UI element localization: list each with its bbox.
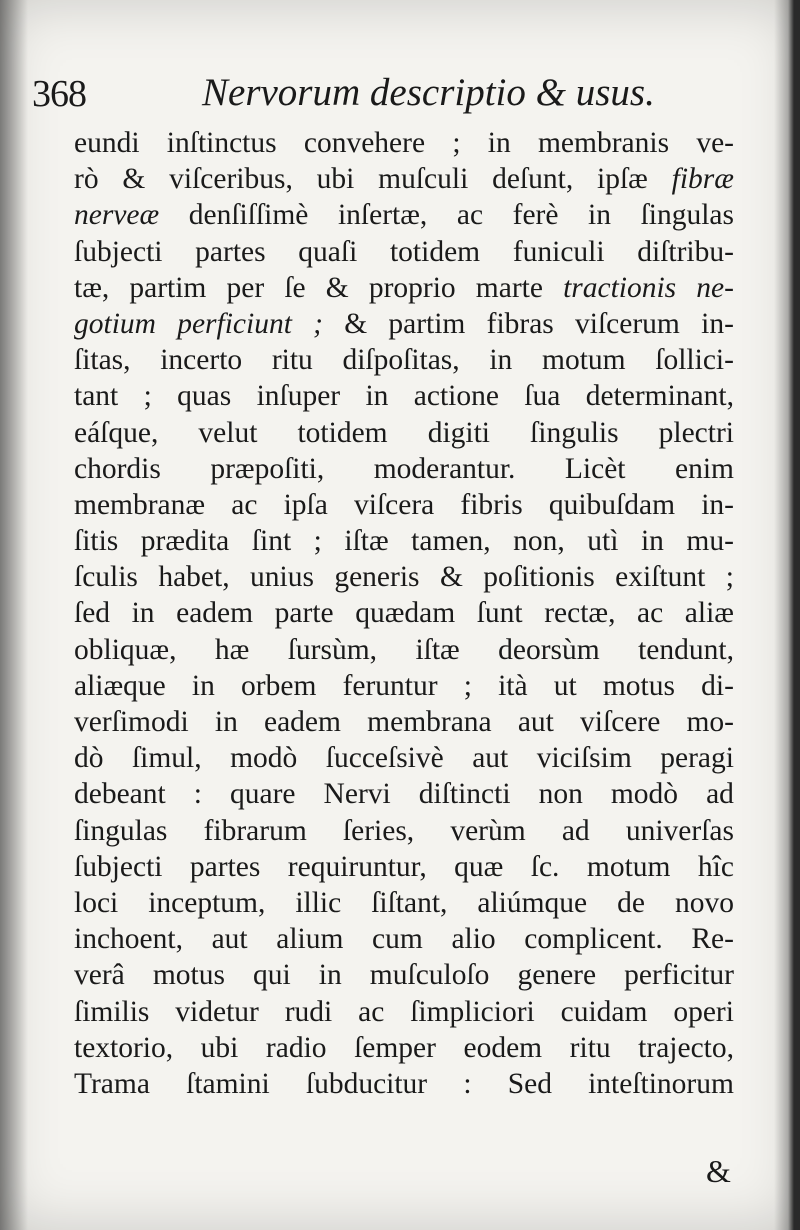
word: quaſi bbox=[298, 235, 358, 268]
word: aut bbox=[517, 706, 554, 738]
word: in- bbox=[701, 307, 734, 340]
word: ſursùm, bbox=[287, 633, 378, 666]
word: gotium bbox=[74, 307, 156, 340]
page-number: 368 bbox=[32, 73, 86, 115]
word: quibuſdam bbox=[548, 488, 676, 521]
word: modò bbox=[230, 742, 298, 775]
text-line bbox=[74, 885, 734, 921]
word: ſiſtant, bbox=[371, 886, 448, 919]
word: fibris bbox=[460, 488, 523, 521]
word: non, bbox=[513, 525, 565, 558]
word: ac bbox=[231, 488, 258, 521]
word: plectri bbox=[658, 416, 734, 449]
text-line bbox=[74, 125, 734, 161]
word: verùm bbox=[450, 814, 526, 847]
word: alium bbox=[276, 923, 344, 956]
word: ſculis bbox=[74, 561, 138, 594]
word: ipſæ bbox=[597, 163, 648, 196]
word: in bbox=[588, 199, 611, 232]
word: convehere bbox=[303, 127, 426, 159]
text-line bbox=[74, 957, 734, 993]
word: ; bbox=[725, 561, 734, 594]
word: aut bbox=[472, 742, 509, 775]
text-line bbox=[74, 1066, 734, 1102]
text-line bbox=[74, 197, 734, 233]
text-line bbox=[74, 306, 734, 342]
word: membranæ bbox=[74, 488, 206, 521]
page-header bbox=[32, 62, 672, 122]
word: enim bbox=[674, 452, 734, 485]
word: univerſas bbox=[625, 814, 734, 847]
word: in bbox=[487, 127, 511, 159]
word: alio bbox=[451, 923, 496, 956]
word: ac bbox=[637, 597, 664, 630]
word: deorsùm bbox=[498, 633, 600, 666]
word: motum bbox=[542, 344, 626, 377]
page-edge bbox=[774, 0, 800, 1230]
word: partim bbox=[388, 307, 466, 340]
word: ſubducitur bbox=[305, 1067, 428, 1100]
word: perficitur bbox=[624, 959, 734, 992]
word: tractionis bbox=[563, 271, 677, 304]
word: hîc bbox=[697, 850, 734, 883]
word: ; bbox=[463, 669, 472, 702]
word: quare bbox=[230, 778, 296, 811]
word: quædam bbox=[355, 597, 456, 630]
word: Nervi bbox=[323, 778, 391, 811]
word: loci bbox=[74, 886, 119, 919]
word: & bbox=[325, 271, 349, 304]
word: exiſtunt bbox=[615, 561, 706, 594]
word: operi bbox=[673, 995, 734, 1028]
text-line bbox=[74, 270, 734, 306]
word: ; bbox=[313, 307, 323, 340]
word: ad bbox=[561, 814, 590, 847]
word: ſed bbox=[74, 597, 111, 630]
word: diſtincti bbox=[418, 778, 511, 811]
word: ſingulas bbox=[640, 199, 734, 232]
word: ne- bbox=[696, 271, 734, 304]
word: poſitionis bbox=[483, 561, 595, 594]
text-line bbox=[74, 415, 734, 451]
word: viſcerum bbox=[575, 307, 680, 340]
word: proprio bbox=[368, 271, 456, 304]
word: totidem bbox=[389, 235, 481, 268]
body-text bbox=[74, 125, 734, 1102]
word: debeant bbox=[74, 778, 166, 811]
word: in bbox=[318, 959, 342, 992]
word: ſtamini bbox=[186, 1067, 270, 1100]
word: aliæ bbox=[684, 597, 734, 630]
word: motus bbox=[152, 959, 225, 992]
word: inteſtinorum bbox=[588, 1067, 734, 1100]
word: inceptum, bbox=[148, 886, 266, 919]
word: Sed bbox=[507, 1067, 552, 1100]
text-line bbox=[74, 161, 734, 197]
word: ſc. bbox=[530, 850, 560, 883]
word: velut bbox=[198, 416, 258, 449]
word: in bbox=[131, 597, 155, 630]
word: di- bbox=[701, 669, 734, 702]
word: qui bbox=[253, 959, 291, 992]
word: ubi bbox=[200, 1031, 239, 1064]
word: in bbox=[640, 525, 664, 558]
word: deſunt, bbox=[492, 163, 574, 196]
word: ritu bbox=[271, 344, 313, 377]
word: fibræ bbox=[671, 163, 734, 196]
word: ſingulas bbox=[74, 814, 168, 847]
word: inchoent, bbox=[74, 923, 183, 956]
text-line bbox=[74, 994, 734, 1030]
text-line bbox=[74, 921, 734, 957]
text-line bbox=[74, 595, 734, 631]
catchword: & bbox=[706, 1153, 731, 1189]
word: ; bbox=[143, 380, 152, 413]
word: & bbox=[344, 307, 368, 340]
word: obliquæ, bbox=[74, 633, 177, 666]
word: inſertæ, bbox=[337, 199, 428, 232]
text-line bbox=[74, 487, 734, 523]
word: feruntur bbox=[342, 669, 438, 702]
word: quas bbox=[177, 380, 232, 413]
word: generis bbox=[334, 561, 420, 594]
word: ſubjecti bbox=[74, 850, 163, 883]
word: verſimodi bbox=[74, 706, 189, 738]
word: parte bbox=[274, 597, 334, 630]
word: eadem bbox=[264, 706, 341, 738]
word: determinant, bbox=[585, 380, 734, 413]
word: viſcere bbox=[580, 706, 661, 738]
word: partes bbox=[195, 235, 266, 268]
word: habet, bbox=[158, 561, 230, 594]
word: ad bbox=[706, 778, 734, 811]
word: rò bbox=[74, 163, 99, 196]
word: membrana bbox=[367, 706, 492, 738]
word: ve- bbox=[696, 127, 734, 159]
word: Licèt bbox=[564, 452, 626, 485]
word: partes bbox=[189, 850, 261, 883]
word: eodem bbox=[463, 1031, 543, 1064]
word: muſculoſo bbox=[369, 959, 490, 992]
word: actione bbox=[413, 380, 499, 413]
word: prædita bbox=[140, 525, 230, 558]
word: requiruntur, bbox=[287, 850, 427, 883]
word: de bbox=[617, 886, 645, 919]
word: rudi bbox=[284, 995, 333, 1028]
word: inſuper bbox=[256, 380, 341, 413]
word: Trama bbox=[74, 1067, 150, 1100]
word: mo- bbox=[686, 706, 734, 738]
word: viſcera bbox=[354, 488, 435, 521]
word: modò bbox=[610, 778, 679, 811]
word: : bbox=[193, 778, 202, 811]
word: ſingulis bbox=[530, 416, 619, 449]
word: præpoſiti, bbox=[210, 452, 325, 485]
word: ac bbox=[456, 199, 484, 232]
word: aut bbox=[211, 923, 248, 956]
word: genere bbox=[517, 959, 597, 992]
word: ſe bbox=[284, 271, 306, 304]
word: & bbox=[122, 163, 146, 196]
word: ſubjecti bbox=[74, 235, 163, 268]
word: trajecto, bbox=[638, 1031, 734, 1064]
word: ritu bbox=[569, 1031, 611, 1064]
word: tant bbox=[74, 380, 119, 413]
word: motus bbox=[602, 669, 675, 702]
word: ubi bbox=[316, 163, 355, 196]
word: eadem bbox=[176, 597, 254, 630]
word: iſtæ bbox=[415, 633, 460, 666]
word: in bbox=[191, 669, 215, 702]
text-line bbox=[74, 451, 734, 487]
word: radio bbox=[265, 1031, 327, 1064]
word: dò bbox=[74, 742, 104, 775]
text-line bbox=[74, 740, 734, 776]
word: viciſsim bbox=[536, 742, 632, 775]
word: & bbox=[439, 561, 463, 594]
word: totidem bbox=[297, 416, 388, 449]
text-line bbox=[74, 1030, 734, 1066]
spine-shadow bbox=[0, 0, 28, 1230]
word: ſucceſsivè bbox=[325, 742, 444, 775]
word: in bbox=[214, 706, 238, 738]
word: : bbox=[463, 1067, 472, 1100]
word: membranis bbox=[537, 127, 670, 159]
word: muſculi bbox=[378, 163, 469, 196]
word: per bbox=[226, 271, 265, 304]
word: textorio, bbox=[74, 1031, 174, 1064]
word: in bbox=[489, 344, 513, 377]
text-line bbox=[74, 668, 734, 704]
word: peragi bbox=[660, 742, 734, 775]
word: perficiunt bbox=[177, 307, 292, 340]
text-line bbox=[74, 234, 734, 270]
word: ſollici- bbox=[655, 344, 734, 377]
word: mu- bbox=[686, 525, 734, 558]
word: eundi bbox=[74, 127, 140, 159]
word: funiculi bbox=[512, 235, 605, 268]
running-title: Nervorum descriptio & usus. bbox=[202, 71, 655, 114]
word: ſitas, bbox=[74, 344, 131, 377]
word: digiti bbox=[427, 416, 490, 449]
word: ità bbox=[498, 669, 528, 702]
word: marte bbox=[475, 271, 543, 304]
word: tendunt, bbox=[638, 633, 734, 666]
word: fibrarum bbox=[203, 814, 307, 847]
word: ac bbox=[358, 995, 385, 1028]
word: tæ, bbox=[74, 271, 110, 304]
word: viſceribus, bbox=[169, 163, 293, 196]
text-line bbox=[74, 704, 734, 740]
word: non bbox=[538, 778, 583, 811]
word: cum bbox=[372, 923, 423, 956]
word: incerto bbox=[160, 344, 243, 377]
word: nerveæ bbox=[74, 199, 160, 232]
text-line bbox=[74, 813, 734, 849]
word: Re- bbox=[691, 923, 734, 956]
word: complicent. bbox=[524, 923, 663, 956]
word: eáſque, bbox=[74, 416, 159, 449]
text-line bbox=[74, 559, 734, 595]
text-line bbox=[74, 523, 734, 559]
word: ferè bbox=[512, 199, 559, 232]
word: cuidam bbox=[560, 995, 648, 1028]
word: utì bbox=[587, 525, 619, 558]
word: ſimul, bbox=[131, 742, 202, 775]
word: quæ bbox=[454, 850, 504, 883]
word: ſitis bbox=[74, 525, 119, 558]
word: unius bbox=[250, 561, 314, 594]
word: inſtinctus bbox=[166, 127, 277, 159]
word: iſtæ bbox=[344, 525, 389, 558]
word: ſimilis bbox=[74, 995, 150, 1028]
text-line bbox=[74, 776, 734, 812]
word: in bbox=[365, 380, 389, 413]
word: ſemper bbox=[354, 1031, 436, 1064]
word: ſua bbox=[524, 380, 561, 413]
word: verâ bbox=[74, 959, 125, 992]
word: diſtribu- bbox=[637, 235, 734, 268]
word: aliúmque bbox=[477, 886, 588, 919]
word: fibras bbox=[486, 307, 554, 340]
word: hæ bbox=[214, 633, 250, 666]
word: ſeries, bbox=[342, 814, 415, 847]
word: in- bbox=[701, 488, 734, 521]
word: chordis bbox=[74, 452, 161, 485]
word: videtur bbox=[175, 995, 259, 1028]
text-line bbox=[74, 849, 734, 885]
text-line bbox=[74, 342, 734, 378]
text-line bbox=[74, 378, 734, 414]
word: ſimpliciori bbox=[410, 995, 535, 1028]
word: aliæque bbox=[74, 669, 166, 702]
word: ut bbox=[553, 669, 577, 702]
word: denſiſſimè bbox=[188, 199, 309, 232]
word: orbem bbox=[241, 669, 317, 702]
word: ſint bbox=[251, 525, 292, 558]
word: illic bbox=[295, 886, 342, 919]
text-line bbox=[74, 632, 734, 668]
word: ; bbox=[313, 525, 322, 558]
word: ſunt bbox=[476, 597, 523, 630]
word: ipſa bbox=[283, 488, 328, 521]
word: moderantur. bbox=[373, 452, 516, 485]
word: motum bbox=[586, 850, 671, 883]
word: diſpoſitas, bbox=[342, 344, 460, 377]
word: tamen, bbox=[411, 525, 491, 558]
word: partim bbox=[129, 271, 207, 304]
word: ; bbox=[452, 127, 461, 159]
word: novo bbox=[674, 886, 734, 919]
word: rectæ, bbox=[544, 597, 616, 630]
